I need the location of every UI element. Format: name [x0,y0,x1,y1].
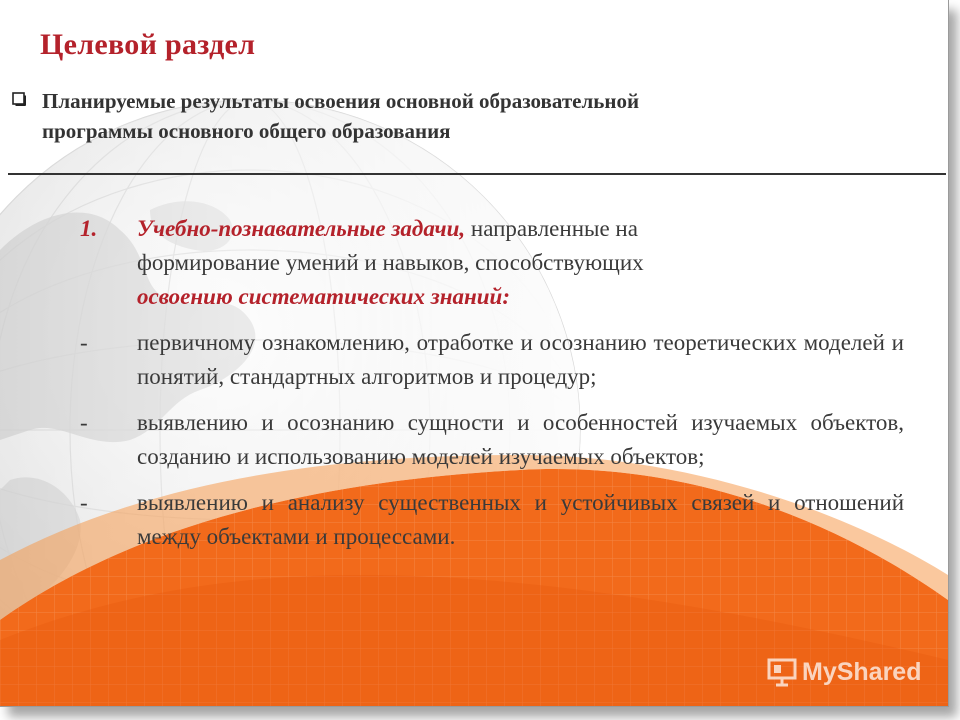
subtitle [42,86,892,146]
numbered-item [80,212,904,314]
slide-title: Целевой раздел [40,28,256,61]
dash-item-text: выявлению и осознанию сущности и особенностей изучаемых объектов, созданию и использованию моделей изучаемых объектов; [137,410,904,469]
dash-item-3 [80,486,904,554]
checkbox-icon [12,92,26,106]
presentation-icon [766,656,798,688]
dash-marker: - [80,330,88,355]
item-text-line-2: формирование умений и навыков, способствующих [137,250,644,275]
divider-line [8,173,946,175]
subtitle-line-2: программы основного общего образования [42,119,451,143]
watermark [766,656,921,688]
dash-marker: - [80,490,88,515]
content [80,212,904,554]
watermark-text: MyShared [802,657,922,686]
dash-item-text: выявлению и анализу существенных и устойчивых связей и отношений между объектами и процессами. [137,490,904,549]
dash-item-1 [80,326,904,394]
item-number: 1. [80,216,98,241]
subtitle-line-1: Планируемые результаты освоения основной образовательной [42,89,640,113]
item-text-line-1: направленные на [465,216,638,241]
dash-marker: - [80,410,88,435]
item-title: Учебно-познавательные задачи, [137,216,466,241]
subtitle-row [12,86,892,146]
dash-item-2 [80,406,904,474]
item-accent: освоению систематических знаний: [137,284,510,309]
dash-item-text: первичному ознакомлению, отработке и осознанию теоретических моделей и понятий, стандартных алгоритмов и процедур; [137,330,904,389]
item-text [137,212,904,314]
